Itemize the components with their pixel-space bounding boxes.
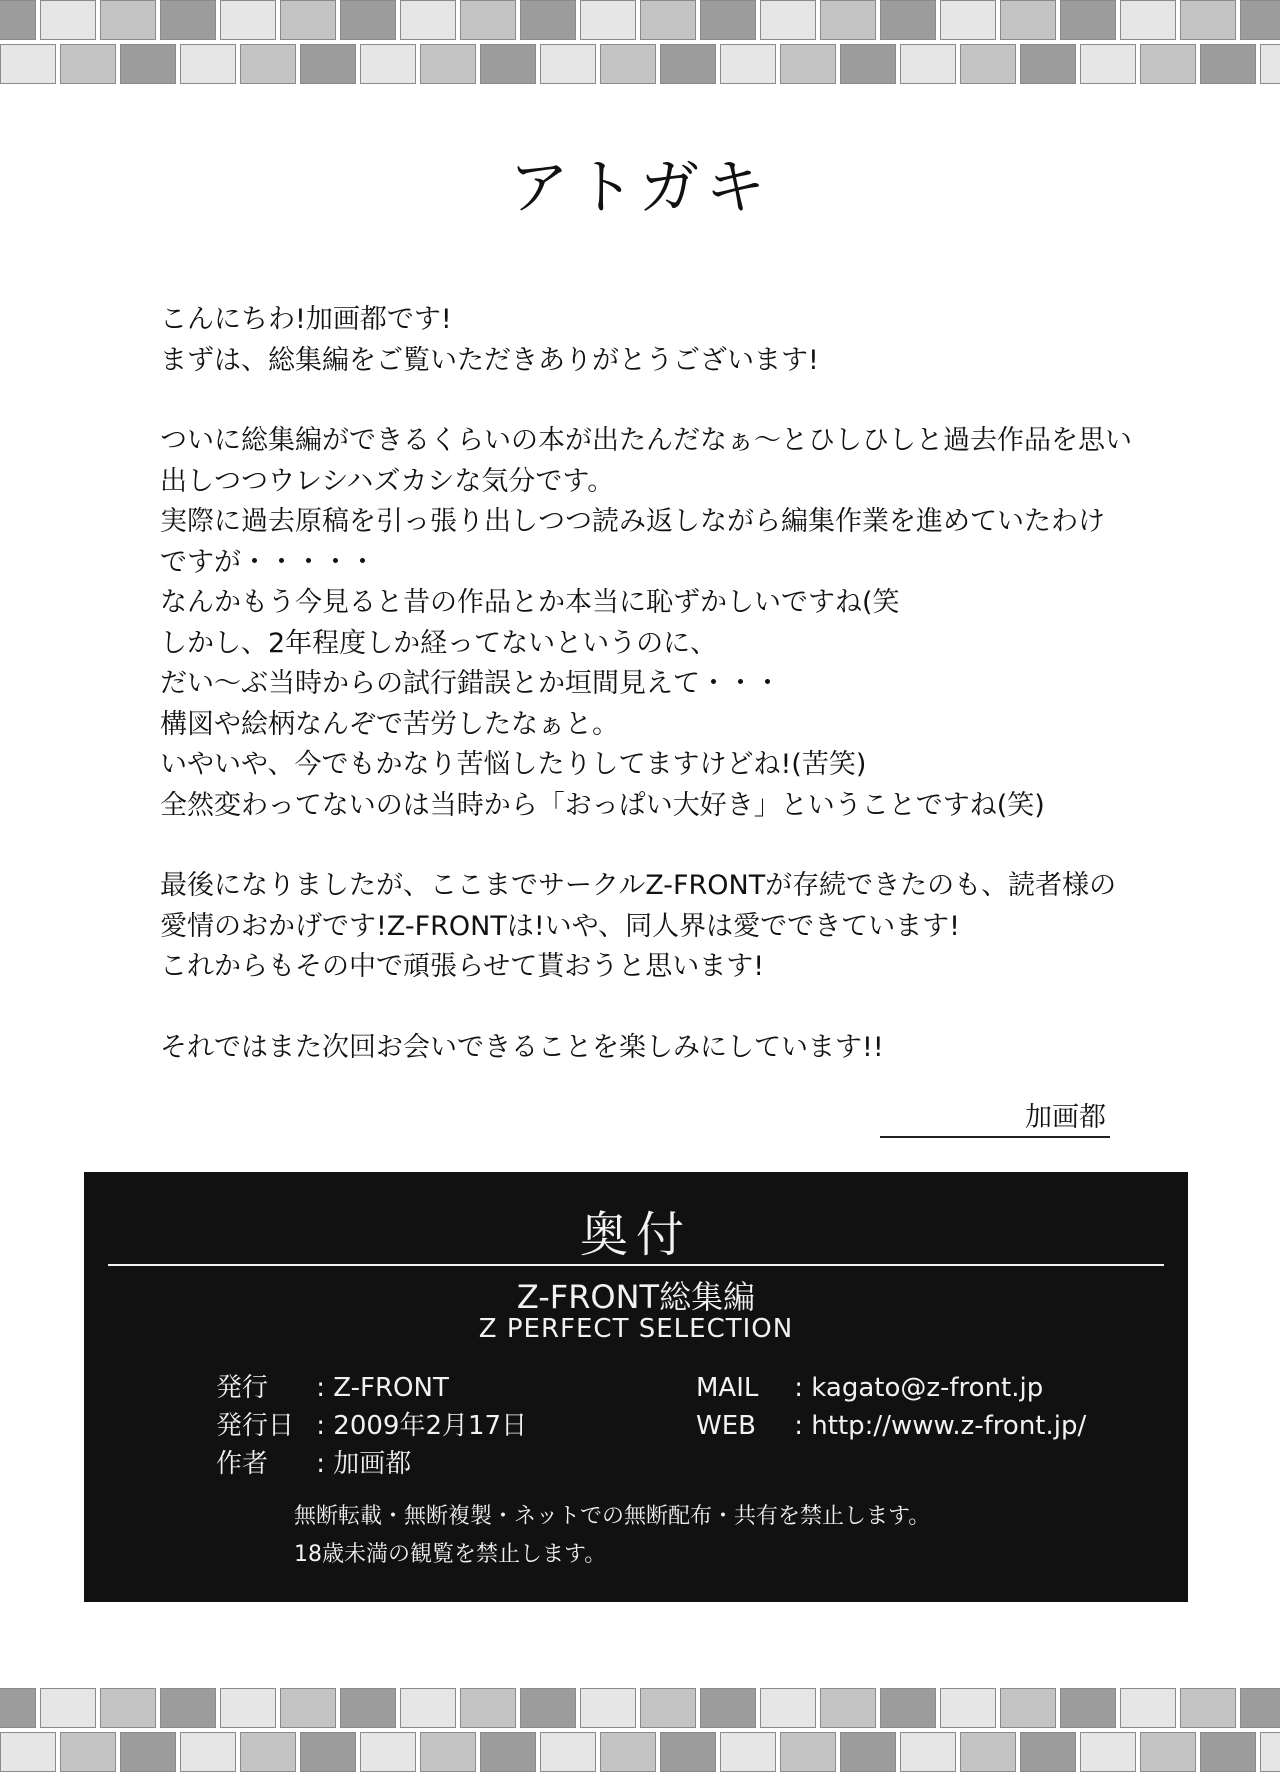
decorative-tile — [660, 44, 716, 84]
contact-website: http://www.z-front.jp/ — [811, 1411, 1087, 1441]
decorative-tile — [1260, 44, 1280, 84]
afterword-line: これからもその中で頑張らせて貰おうと思います! — [160, 951, 765, 982]
decorative-tile — [1200, 44, 1256, 84]
info-label: 発行 — [216, 1373, 269, 1403]
decorative-tile — [420, 1732, 476, 1772]
decorative-tile — [1260, 1732, 1280, 1772]
decorative-tile — [180, 1732, 236, 1772]
decorative-tile — [360, 1732, 416, 1772]
decorative-tile — [160, 0, 216, 40]
decorative-tile — [840, 1732, 896, 1772]
afterword-line: しかし、2年程度しか経ってないというのに、 — [160, 627, 718, 659]
decorative-tile — [700, 0, 756, 40]
colophon-heading: 奥付 — [579, 1207, 692, 1263]
decorative-tile — [0, 1688, 36, 1728]
decorative-tile — [1000, 1688, 1056, 1728]
contact-label: MAIL — [696, 1373, 759, 1403]
decorative-tile — [160, 1688, 216, 1728]
decorative-tile — [0, 0, 36, 40]
info-value: Z-FRONT — [333, 1373, 449, 1403]
info-value: 2009年2月17日 — [333, 1411, 528, 1441]
decorative-tile — [520, 1688, 576, 1728]
contact-separator: : — [794, 1373, 804, 1403]
info-row-author — [216, 1444, 411, 1484]
decorative-tile — [240, 1732, 296, 1772]
decorative-tile — [240, 44, 296, 84]
info-row-publisher — [216, 1368, 449, 1408]
decorative-tile — [600, 1732, 656, 1772]
afterword-paragraph — [160, 421, 1220, 826]
contact-separator: : — [794, 1411, 804, 1441]
decorative-tile — [480, 44, 536, 84]
decorative-tile — [940, 1688, 996, 1728]
decorative-tile — [420, 44, 476, 84]
decorative-tile — [40, 1688, 96, 1728]
decorative-tile — [640, 0, 696, 40]
decorative-tile — [840, 44, 896, 84]
decorative-tile — [0, 1732, 56, 1772]
decorative-tile — [460, 1688, 516, 1728]
info-value: 加画都 — [333, 1449, 412, 1479]
decorative-tile — [1180, 1688, 1236, 1728]
contact-label: WEB — [696, 1411, 756, 1441]
afterword-body — [160, 300, 1220, 1108]
contact-row-web — [696, 1406, 1086, 1446]
decorative-tile — [760, 1688, 816, 1728]
book-subtitle: Z PERFECT SELECTION — [478, 1314, 794, 1344]
decorative-tile — [1240, 0, 1280, 40]
afterword-line: 構図や絵柄なんぞで苦労したなぁと。 — [160, 708, 619, 740]
decorative-tile — [520, 0, 576, 40]
decorative-tile — [220, 1688, 276, 1728]
decorative-tile — [1180, 0, 1236, 40]
decorative-tile — [580, 0, 636, 40]
decorative-tile — [220, 0, 276, 40]
decorative-tile — [1120, 1688, 1176, 1728]
author-signature: 加画都 — [880, 1100, 1110, 1138]
decorative-tile — [1080, 44, 1136, 84]
afterword-line: まずは、総集編をご覧いただきありがとうございます! — [160, 344, 819, 376]
decorative-tile — [900, 44, 956, 84]
contact-email: kagato@z-front.jp — [811, 1373, 1044, 1403]
afterword-line: いやいや、今でもかなり苦悩したりしてますけどね!(苦笑) — [160, 749, 867, 780]
decorative-tile — [1060, 1688, 1116, 1728]
decorative-tile — [1020, 1732, 1076, 1772]
decorative-tile — [1020, 44, 1076, 84]
afterword-title: アトガキ — [508, 153, 772, 223]
colophon-divider — [108, 1264, 1164, 1266]
decorative-tile — [1240, 1688, 1280, 1728]
afterword-line: 最後になりましたが、ここまでサークルZ-FRONTが存続できたのも、読者様の — [160, 870, 1117, 901]
decorative-tile — [360, 44, 416, 84]
decorative-tile — [100, 1688, 156, 1728]
info-label: 発行日 — [216, 1411, 295, 1441]
decorative-tile — [700, 1688, 756, 1728]
info-separator: : — [316, 1411, 326, 1441]
decorative-tile — [280, 1688, 336, 1728]
afterword-paragraph — [160, 300, 1220, 381]
age-restriction-notice: 18歳未満の観覧を禁止します。 — [294, 1542, 607, 1567]
decorative-tile — [300, 1732, 356, 1772]
colophon-panel — [84, 1172, 1188, 1602]
decorative-tile — [720, 1732, 776, 1772]
decorative-tile — [1200, 1732, 1256, 1772]
info-separator: : — [316, 1373, 326, 1403]
afterword-line: だい〜ぶ当時からの試行錯誤とか垣間見えて・・・ — [160, 668, 781, 699]
decorative-tile — [660, 1732, 716, 1772]
decorative-tile — [880, 0, 936, 40]
decorative-tile — [0, 44, 56, 84]
decorative-tile — [100, 0, 156, 40]
decorative-tile — [900, 1732, 956, 1772]
afterword-line: 愛情のおかげです!Z-FRONTは!いや、同人界は愛でできています! — [160, 910, 960, 942]
decorative-tile — [540, 44, 596, 84]
decorative-tile — [120, 44, 176, 84]
decorative-tile-border-top — [0, 0, 1280, 84]
decorative-tile — [340, 1688, 396, 1728]
decorative-tile — [540, 1732, 596, 1772]
afterword-line: ですが・・・・・ — [160, 546, 376, 578]
decorative-tile — [460, 0, 516, 40]
decorative-tile — [1140, 44, 1196, 84]
decorative-tile — [40, 0, 96, 40]
info-row-date — [216, 1406, 527, 1446]
afterword-line: 全然変わってないのは当時から「おっぱい大好き」ということですね(笑) — [160, 789, 1045, 821]
decorative-tile — [880, 1688, 936, 1728]
afterword-line: ついに総集編ができるくらいの本が出たんだなぁ〜とひしひしと過去作品を思い — [160, 425, 1132, 456]
decorative-tile — [120, 1732, 176, 1772]
decorative-tile — [780, 1732, 836, 1772]
decorative-tile — [1120, 0, 1176, 40]
afterword-line: 出しつつウレシハズカシな気分です。 — [160, 465, 615, 497]
decorative-tile — [820, 1688, 876, 1728]
info-label: 作者 — [216, 1449, 269, 1479]
decorative-tile — [1140, 1732, 1196, 1772]
decorative-tile — [300, 44, 356, 84]
book-title: Z-FRONT総集編 — [516, 1278, 756, 1316]
decorative-tile — [720, 44, 776, 84]
decorative-tile — [960, 44, 1016, 84]
decorative-tile — [1060, 0, 1116, 40]
decorative-tile — [780, 44, 836, 84]
decorative-tile — [580, 1688, 636, 1728]
decorative-tile — [760, 0, 816, 40]
decorative-tile — [400, 1688, 456, 1728]
decorative-tile — [180, 44, 236, 84]
afterword-paragraph — [160, 1028, 1220, 1069]
afterword-line: それではまた次回お会いできることを楽しみにしています!! — [160, 1031, 884, 1063]
decorative-tile — [60, 44, 116, 84]
afterword-line: 実際に過去原稿を引っ張り出しつつ読み返しながら編集作業を進めていたわけ — [160, 506, 1105, 537]
decorative-tile-border-bottom — [0, 1688, 1280, 1772]
afterword-paragraph — [160, 866, 1220, 988]
contact-row-mail — [696, 1368, 1043, 1408]
copyright-notice: 無断転載・無断複製・ネットでの無断配布・共有を禁止します。 — [294, 1504, 931, 1529]
decorative-tile — [60, 1732, 116, 1772]
decorative-tile — [1080, 1732, 1136, 1772]
decorative-tile — [600, 44, 656, 84]
decorative-tile — [640, 1688, 696, 1728]
afterword-line: なんかもう今見ると昔の作品とか本当に恥ずかしいですね(笑 — [160, 587, 900, 618]
decorative-tile — [940, 0, 996, 40]
decorative-tile — [960, 1732, 1016, 1772]
decorative-tile — [280, 0, 336, 40]
info-separator: : — [316, 1449, 326, 1479]
decorative-tile — [400, 0, 456, 40]
decorative-tile — [340, 0, 396, 40]
decorative-tile — [1000, 0, 1056, 40]
afterword-line: こんにちわ!加画都です! — [160, 304, 452, 335]
decorative-tile — [480, 1732, 536, 1772]
decorative-tile — [820, 0, 876, 40]
